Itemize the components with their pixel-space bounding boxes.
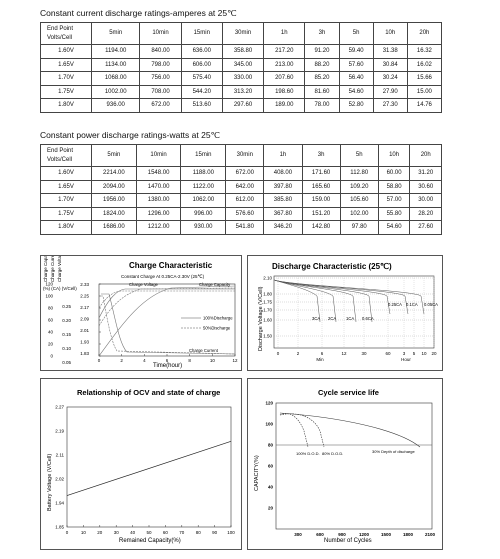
- table-cell: 1824.00: [92, 207, 137, 221]
- cycle-tick: 1500: [380, 532, 392, 537]
- cycle-tick: 1800: [402, 532, 414, 537]
- cycle-tick: 300: [294, 532, 302, 537]
- charge-xlabel: Time(hour): [153, 363, 183, 369]
- voltage-tick: 2.25: [80, 293, 89, 299]
- table-cell: 55.80: [378, 207, 410, 221]
- column-header: 5h: [340, 145, 378, 167]
- table-cell: 936.00: [92, 99, 140, 113]
- column-header: 10h: [373, 23, 407, 45]
- column-header: 5min: [92, 145, 137, 167]
- dod-30-curve: [280, 413, 420, 447]
- ocv-title: Relationship of OCV and state of charge: [77, 388, 221, 397]
- capacity-tick: 90: [212, 530, 218, 535]
- capacity-tick: 100: [265, 421, 273, 427]
- cycle-title: Cycle service life: [318, 388, 379, 397]
- table-cell: 85.20: [305, 72, 339, 86]
- capacity-tick: 60: [47, 317, 53, 323]
- table-cell: 672.00: [140, 99, 181, 113]
- voltage-curve-100: [99, 289, 235, 318]
- voltage-tick: 2.10: [263, 275, 272, 281]
- table-cell: 840.00: [140, 45, 181, 59]
- column-header: 5min: [92, 23, 140, 45]
- table-cell: 27.30: [373, 99, 407, 113]
- current-curve-100: [101, 294, 235, 354]
- current-tick: 0.10: [62, 346, 71, 351]
- voltage-tick: 2.02: [55, 476, 64, 482]
- time-tick: 2: [120, 358, 123, 363]
- voltage-tick: 1.50: [263, 333, 272, 339]
- label-100-dod: 100% D.O.D.: [296, 451, 320, 456]
- table-row: [41, 45, 442, 59]
- table-cell: 16.02: [407, 58, 441, 72]
- table-cell: 1380.00: [136, 194, 181, 208]
- table-row: [41, 207, 442, 221]
- table-cell: 30.84: [373, 58, 407, 72]
- table-cell: 367.80: [264, 207, 302, 221]
- table-cell: 88.20: [305, 58, 339, 72]
- capacity-tick: 0: [65, 530, 69, 535]
- table-cell: 1188.00: [181, 167, 226, 181]
- table-cell: 30.60: [410, 180, 442, 194]
- curve-label: 0.25CA: [388, 302, 402, 307]
- table-cell: 642.00: [226, 180, 264, 194]
- table-cell: 1686.00: [92, 221, 137, 235]
- endpoint-header-line2: Volts/Cell: [47, 156, 73, 163]
- current-tick: 0.25: [62, 304, 71, 309]
- time-tick: 8: [188, 358, 191, 363]
- capacity-curve-100: [99, 286, 235, 356]
- column-header: 20h: [407, 23, 441, 45]
- voltage-tick: 2.11: [55, 452, 64, 458]
- table-cell: 385.80: [264, 194, 302, 208]
- capacity-tick: 60: [162, 530, 168, 535]
- capacity-tick: 80: [47, 305, 53, 311]
- capacity-tick: 70: [179, 530, 185, 535]
- voltage-tick: 1.60: [263, 317, 272, 323]
- time-tick: 4: [143, 358, 146, 363]
- time-tick: 0: [97, 358, 101, 363]
- table-cell: 28.20: [410, 207, 442, 221]
- table-cell: 1470.00: [136, 180, 181, 194]
- table-cell: 198.60: [264, 85, 305, 99]
- table-cell: 297.60: [222, 99, 263, 113]
- capacity-tick: 120: [265, 400, 273, 406]
- time-tick: 60: [385, 351, 391, 356]
- table-cell: 56.40: [339, 72, 373, 86]
- column-header: 15min: [181, 23, 222, 45]
- hour-unit: Hour: [401, 357, 411, 362]
- column-header: 3h: [305, 23, 339, 45]
- voltage-curve-50: [99, 291, 235, 308]
- cycle-life-chart: [248, 379, 442, 549]
- table-cell: 1062.00: [181, 194, 226, 208]
- table-cell: 313.20: [222, 85, 263, 99]
- column-header: 10min: [140, 23, 181, 45]
- table-cell: 31.20: [410, 167, 442, 181]
- table-cell: 142.80: [302, 221, 340, 235]
- curve-label: 2CA: [328, 316, 337, 321]
- voltage-tick: 1.70: [263, 307, 272, 313]
- endpoint-header-line1: End Point: [47, 25, 74, 32]
- rot-label-current: Charge Current: [50, 256, 55, 282]
- cycle-ylabel: CAPACITY(%): [254, 455, 260, 491]
- power-discharge-table: [40, 144, 442, 235]
- table-cell: 60.00: [378, 167, 410, 181]
- table-cell: 105.60: [340, 194, 378, 208]
- time-tick: 6: [165, 358, 169, 363]
- endpoint-voltage: 1.70V: [41, 194, 92, 208]
- endpoint-voltage: 1.65V: [41, 180, 92, 194]
- table-cell: 78.00: [305, 99, 339, 113]
- table-cell: 1068.00: [92, 72, 140, 86]
- table-cell: 27.60: [410, 221, 442, 235]
- current-tick: 0.05: [62, 360, 71, 365]
- legend-50-discharge: 50%Discharge: [203, 325, 231, 331]
- min-unit: Min: [316, 357, 324, 362]
- curve-label: 1CA: [346, 316, 355, 321]
- column-header: 5h: [339, 23, 373, 45]
- table-cell: 1002.00: [92, 85, 140, 99]
- capacity-tick: 80: [267, 442, 273, 448]
- voltage-tick: 2.01: [80, 328, 89, 333]
- table-cell: 756.00: [140, 72, 181, 86]
- table-cell: 57.60: [339, 58, 373, 72]
- ocv-ylabel: Battery Voltage (V/Cell): [47, 453, 53, 511]
- table-cell: 1548.00: [136, 167, 181, 181]
- table-cell: 346.20: [264, 221, 302, 235]
- charge-characteristic-chart: [41, 256, 241, 370]
- table-cell: 151.20: [302, 207, 340, 221]
- table-cell: 345.00: [222, 58, 263, 72]
- voltage-tick: 2.19: [55, 428, 64, 434]
- label-30-dod: 30% Depth of discharge: [372, 449, 415, 454]
- ocv-line: [67, 441, 231, 495]
- column-header: 30min: [222, 23, 263, 45]
- table-row: [41, 180, 442, 194]
- units-label: (%) (CA) (V/Cell): [43, 286, 77, 291]
- endpoint-header: [41, 145, 92, 167]
- cycle-tick: 1200: [358, 532, 370, 537]
- table-cell: 207.60: [264, 72, 305, 86]
- ocv-panel: [40, 378, 242, 550]
- current-tick: 0.15: [62, 332, 71, 337]
- time-tick: 10: [421, 351, 427, 356]
- capacity-tick: 50: [146, 530, 152, 535]
- capacity-tick: 20: [47, 341, 53, 347]
- capacity-tick: 0: [50, 353, 53, 359]
- endpoint-voltage: 1.60V: [41, 167, 92, 181]
- table-cell: 15.00: [407, 85, 441, 99]
- column-header: 1h: [264, 145, 302, 167]
- cycle-tick: 900: [338, 532, 346, 537]
- dod-80-curve: [280, 414, 324, 447]
- table-cell: 1212.00: [136, 221, 181, 235]
- time-tick: 12: [341, 351, 347, 356]
- table-cell: 2214.00: [92, 167, 137, 181]
- current-table-title: Constant current discharge ratings-amperes at 25℃: [40, 8, 237, 18]
- table-cell: 16.32: [407, 45, 441, 59]
- ocv-xlabel: Remained Capacity(%): [119, 538, 181, 544]
- voltage-tick: 2.33: [80, 282, 89, 287]
- table-cell: 59.40: [339, 45, 373, 59]
- voltage-tick: 1.80: [263, 291, 272, 297]
- table-cell: 112.80: [340, 167, 378, 181]
- discharge-characteristic-panel: [247, 255, 443, 371]
- table-cell: 1134.00: [92, 58, 140, 72]
- table-cell: 798.00: [140, 58, 181, 72]
- table-cell: 672.00: [226, 167, 264, 181]
- cycle-tick: 2100: [424, 532, 436, 537]
- capacity-tick: 30: [113, 530, 119, 535]
- table-cell: 1194.00: [92, 45, 140, 59]
- charge-subtitle: Constant Charge At 0.25CA-2.30V (25℃): [121, 274, 205, 279]
- table-cell: 708.00: [140, 85, 181, 99]
- endpoint-voltage: 1.80V: [41, 221, 92, 235]
- table-row: [41, 194, 442, 208]
- table-cell: 171.60: [302, 167, 340, 181]
- endpoint-header-line2: Volts/Cell: [47, 34, 73, 41]
- column-header: 1h: [264, 23, 305, 45]
- table-cell: 91.20: [305, 45, 339, 59]
- discharge-curve: [274, 280, 424, 314]
- cycle-tick: 600: [316, 532, 324, 537]
- table-row: [41, 99, 442, 113]
- time-tick: 2: [296, 351, 300, 356]
- charge-characteristic-panel: [40, 255, 242, 371]
- table-cell: 217.20: [264, 45, 305, 59]
- table-cell: 213.00: [264, 58, 305, 72]
- voltage-tick: 2.17: [80, 305, 89, 310]
- capacity-tick: 80: [195, 530, 201, 535]
- table-row: [41, 167, 442, 181]
- table-cell: 165.60: [302, 180, 340, 194]
- table-row: [41, 58, 442, 72]
- table-cell: 996.00: [181, 207, 226, 221]
- label-80-dod: 80% D.O.D.: [322, 451, 344, 456]
- voltage-tick: 1.85: [55, 524, 64, 530]
- table-cell: 15.66: [407, 72, 441, 86]
- table-cell: 575.40: [181, 72, 222, 86]
- table-cell: 14.76: [407, 99, 441, 113]
- table-cell: 58.80: [378, 180, 410, 194]
- table-cell: 109.20: [340, 180, 378, 194]
- curve-label: 0.1CA: [406, 302, 418, 307]
- table-cell: 330.00: [222, 72, 263, 86]
- column-header: 3h: [302, 145, 340, 167]
- table-cell: 408.00: [264, 167, 302, 181]
- column-header: 10h: [378, 145, 410, 167]
- table-cell: 189.00: [264, 99, 305, 113]
- current-discharge-table: [40, 22, 442, 113]
- table-cell: 97.80: [340, 221, 378, 235]
- capacity-tick: 10: [80, 530, 86, 535]
- table-cell: 606.00: [181, 58, 222, 72]
- table-cell: 30.00: [410, 194, 442, 208]
- table-cell: 27.90: [373, 85, 407, 99]
- endpoint-voltage: 1.75V: [41, 207, 92, 221]
- table-cell: 30.24: [373, 72, 407, 86]
- table-cell: 358.80: [222, 45, 263, 59]
- voltage-tick: 2.09: [80, 316, 89, 322]
- capacity-tick: 40: [47, 329, 53, 335]
- table-cell: 576.60: [226, 207, 264, 221]
- endpoint-voltage: 1.70V: [41, 72, 92, 86]
- time-tick: 30: [361, 351, 367, 356]
- capacity-tick: 20: [97, 530, 103, 535]
- table-cell: 159.00: [302, 194, 340, 208]
- column-header: 10min: [136, 145, 181, 167]
- endpoint-header-line1: End Point: [47, 147, 74, 154]
- discharge-ylabel: Discharge Voltage (V/Cell): [258, 286, 264, 351]
- discharge-title: Discharge Characteristic (25℃): [272, 262, 392, 271]
- table-cell: 1122.00: [181, 180, 226, 194]
- table-cell: 636.00: [181, 45, 222, 59]
- cycle-xlabel: Number of Cycles: [324, 538, 372, 544]
- curve-label: 3CA: [312, 316, 321, 321]
- rot-label-capacity: Charge Capacity: [43, 256, 48, 282]
- cycle-life-panel: [247, 378, 443, 550]
- capacity-tick: 60: [267, 463, 273, 469]
- voltage-tick: 1.83: [80, 351, 89, 356]
- table-cell: 1296.00: [136, 207, 181, 221]
- voltage-tick: 1.93: [80, 339, 89, 345]
- plot-frame: [67, 407, 231, 527]
- column-header: 30min: [226, 145, 264, 167]
- voltage-tick: 1.75: [263, 299, 272, 305]
- time-tick: 0: [276, 351, 280, 356]
- table-cell: 397.80: [264, 180, 302, 194]
- table-cell: 31.38: [373, 45, 407, 59]
- table-cell: 57.00: [378, 194, 410, 208]
- capacity-tick: 100: [227, 530, 235, 535]
- endpoint-voltage: 1.75V: [41, 85, 92, 99]
- endpoint-header: [41, 23, 92, 45]
- endpoint-voltage: 1.65V: [41, 58, 92, 72]
- table-cell: 102.00: [340, 207, 378, 221]
- table-cell: 54.60: [339, 85, 373, 99]
- curve-label: 0.6CA: [362, 316, 374, 321]
- column-header: 20h: [410, 145, 442, 167]
- endpoint-voltage: 1.80V: [41, 99, 92, 113]
- power-table-title: Constant power discharge ratings-watts at 25℃: [40, 130, 221, 140]
- table-cell: 2094.00: [92, 180, 137, 194]
- time-tick: 6: [320, 351, 324, 356]
- table-cell: 52.80: [339, 99, 373, 113]
- table-cell: 54.60: [378, 221, 410, 235]
- capacity-tick: 40: [130, 530, 136, 535]
- time-tick: 12: [232, 358, 238, 363]
- capacity-tick: 40: [267, 484, 273, 490]
- current-tick: 0.20: [62, 318, 71, 323]
- table-cell: 81.60: [305, 85, 339, 99]
- table-cell: 930.00: [181, 221, 226, 235]
- label-charge-capacity: Charge Capacity: [199, 282, 231, 287]
- capacity-tick: 20: [267, 505, 273, 511]
- table-cell: 544.20: [181, 85, 222, 99]
- table-row: [41, 72, 442, 86]
- voltage-tick: 2.27: [55, 404, 64, 410]
- table-cell: 541.80: [226, 221, 264, 235]
- legend-100-discharge: 100%Discharge: [203, 315, 233, 321]
- voltage-tick: 1.94: [55, 500, 64, 506]
- discharge-characteristic-chart: [248, 256, 442, 370]
- charge-title: Charge Characteristic: [129, 261, 213, 270]
- time-tick: 20: [431, 351, 437, 356]
- time-tick: 3: [402, 351, 406, 356]
- table-cell: 612.00: [226, 194, 264, 208]
- endpoint-voltage: 1.60V: [41, 45, 92, 59]
- capacity-tick: 100: [45, 293, 53, 299]
- time-tick: 5: [412, 351, 416, 356]
- label-charge-current: Charge Current: [189, 348, 218, 353]
- rot-label-voltage: Charge Voltage: [57, 256, 62, 282]
- label-charge-voltage: Charge Voltage: [129, 282, 158, 287]
- table-row: [41, 221, 442, 235]
- dod-100-curve: [280, 414, 308, 447]
- table-row: [41, 85, 442, 99]
- capacity-tick: 120: [45, 281, 53, 287]
- column-header: 15min: [181, 145, 226, 167]
- ocv-chart: [41, 379, 241, 549]
- table-cell: 1956.00: [92, 194, 137, 208]
- time-tick: 10: [209, 358, 215, 363]
- curve-label: 0.05CA: [424, 302, 438, 307]
- table-cell: 513.60: [181, 99, 222, 113]
